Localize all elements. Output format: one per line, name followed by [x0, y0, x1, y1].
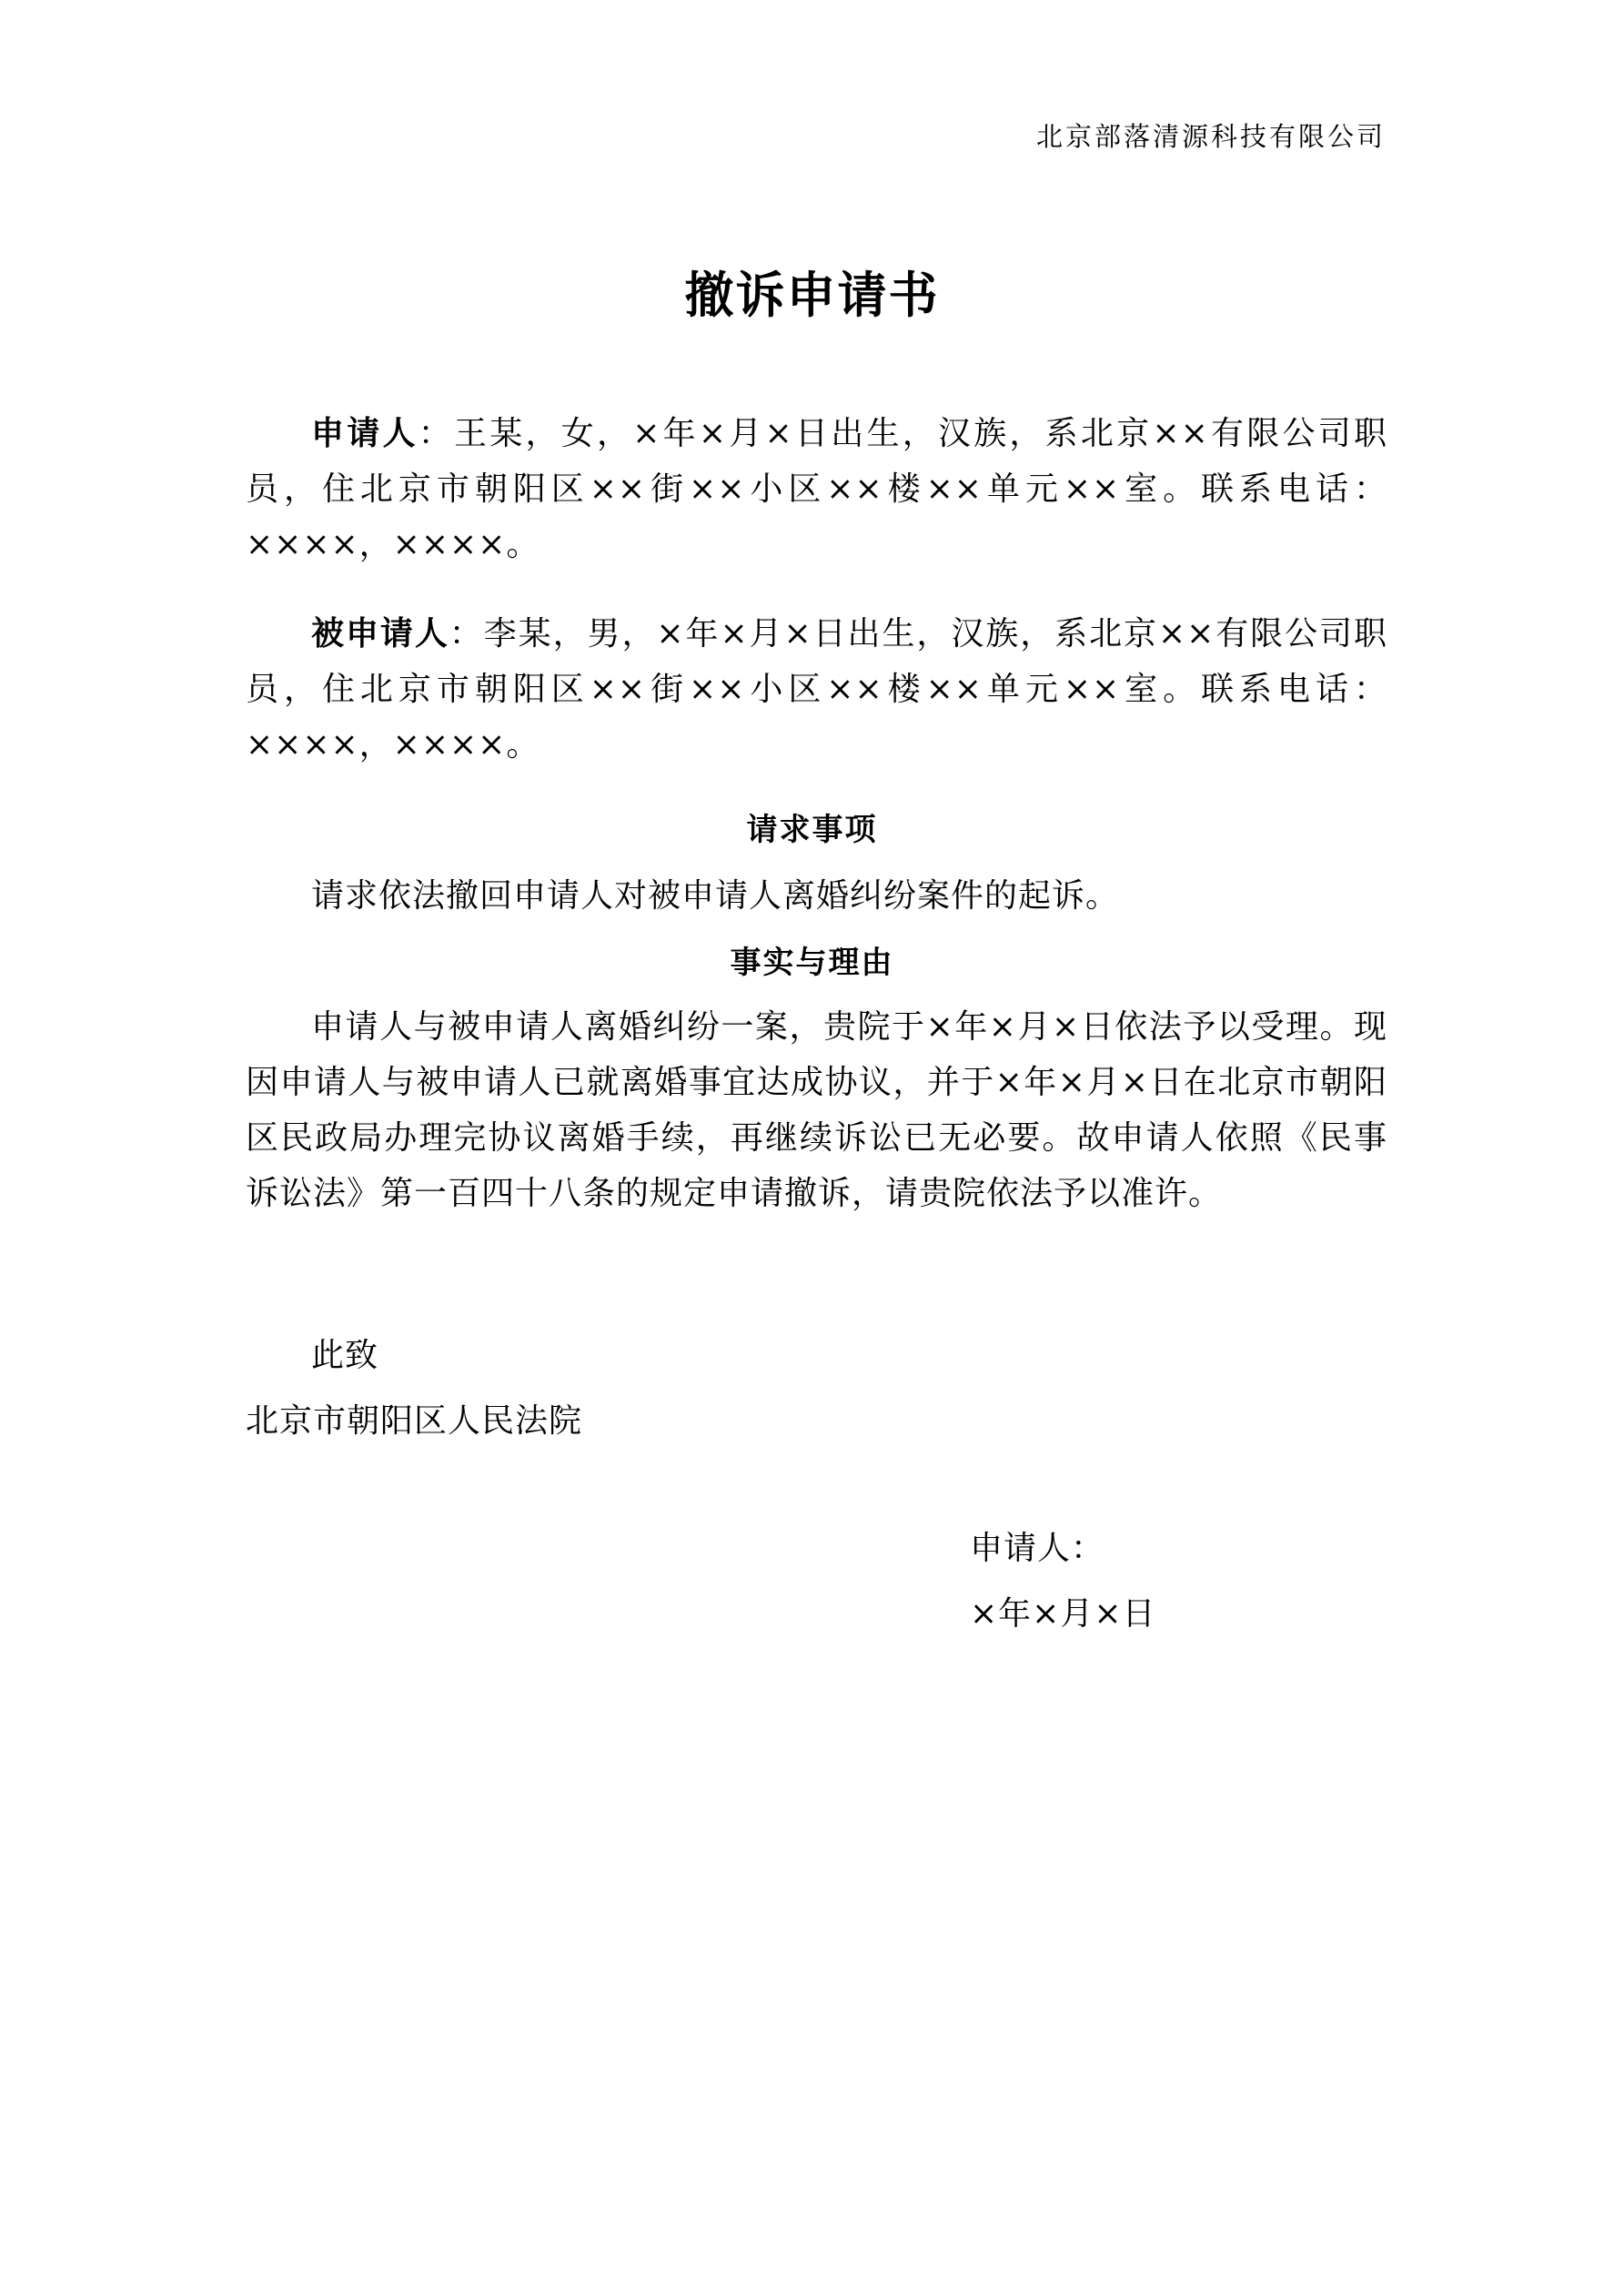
company-header: 北京部落清源科技有限公司: [1035, 121, 1386, 152]
respondent-label: 被申请人: [311, 615, 449, 652]
respondent-paragraph: [246, 606, 1387, 773]
applicant-label: 申请人: [311, 415, 419, 452]
document-title: 撤诉申请书: [684, 267, 940, 324]
claims-text: 请求依法撤回申请人对被申请人离婚纠纷案件的起诉。: [311, 877, 1120, 915]
applicant-details: ：王某，女，×年×月×日出生，汉族，系北京××有限公司职员，住北京市朝阳区××街××小区××楼××单元××室。联系电话：××××，××××。: [246, 415, 1387, 563]
applicant-paragraph: [246, 406, 1387, 572]
claims-block: [246, 868, 1387, 924]
respondent-block: [246, 606, 1387, 773]
salutation: 此致: [311, 1337, 379, 1374]
claims-heading: 请求事项: [746, 812, 878, 848]
respondent-details: ：李某，男，×年×月×日出生，汉族，系北京××有限公司职员，住北京市朝阳区××街××小区××楼××单元××室。联系电话：××××，××××。: [246, 615, 1387, 764]
signature-applicant: 申请人：: [970, 1530, 1105, 1567]
court-name: 北京市朝阳区人民法院: [246, 1402, 583, 1440]
facts-heading: 事实与理由: [730, 945, 894, 981]
facts-block: [246, 999, 1387, 1221]
signature-date: ×年×月×日: [970, 1595, 1156, 1633]
facts-text: 申请人与被申请人离婚纠纷一案，贵院于×年×月×日依法予以受理。现因申请人与被申请人已就离婚事宜达成协议，并于×年×月×日在北京市朝阳区民政局办理完协议离婚手续，再继续诉讼已无必要。故申请人依照《民事诉讼法》第一百四十八条的规定申请撤诉，请贵院依法予以准许。: [246, 1008, 1387, 1212]
applicant-block: [246, 406, 1387, 572]
